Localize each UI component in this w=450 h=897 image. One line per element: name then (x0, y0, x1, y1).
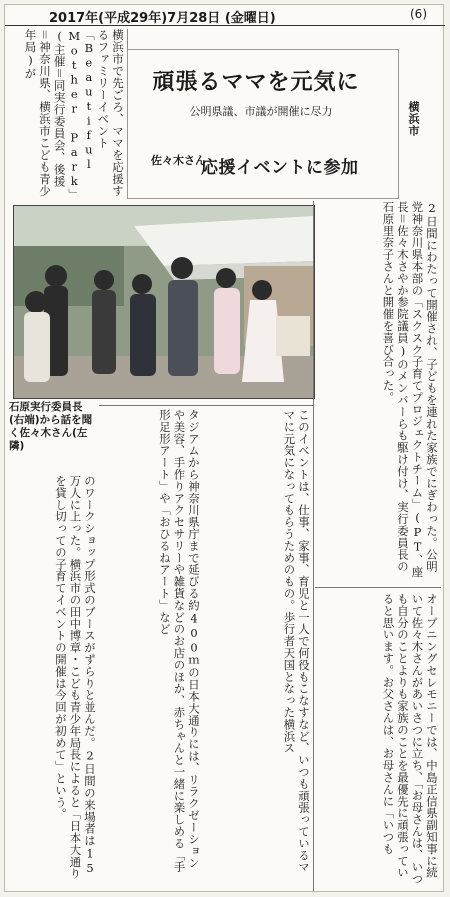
headline: 頑張るママを元気に (152, 70, 360, 95)
lead-paragraph: 横浜市で先ごろ、ママを応援するファミリーイベント「Beautiful Mother Park」(主催＝同実行委員会、後援＝神奈川県、横浜市こども青少年局)が (7, 29, 128, 199)
column-rule (315, 587, 441, 588)
subheadline: 公明県議、市議が開催に尽力 (189, 105, 333, 118)
column-rule (99, 405, 313, 406)
page-number: (6) (410, 7, 427, 21)
column-rule (313, 201, 314, 891)
body-column-1: 2日間にわたって開催され、子どもを連れた家族でにぎわった。公明党神奈川県本部の「スクスク子育てプロジェクトチーム」(PT、座長＝佐々木さやか参院議員)のメンバーらも駆け付け、実行委員長の石原里奈子さんと開催を喜び合った。 (381, 201, 439, 578)
page-header (5, 5, 445, 26)
event-photo-illustration (14, 206, 314, 398)
photo-caption: 石原実行委員長(右端)から話を聞く佐々木さん(左隣) (9, 401, 93, 452)
person-name: 佐々木さん (151, 154, 206, 167)
newspaper-page (4, 4, 444, 892)
body-column-4: のワークショップ形式のブースがずらりと並んだ。2日間の来場者は15万人に上った。横浜市の田中博章・こども青少年局長によると「日本大通りを貸し切っての子育てイベントの開催は今回が初めて」という。 (54, 475, 97, 880)
issue-date: 2017年(平成29年)7月28日 (金曜日) (49, 11, 276, 26)
event-photo (13, 205, 315, 399)
body-column-2: このイベントは、仕事、家事、育児と一人で何役もこなすなど、いつも頑張っているママに元気になってもらうためのもの。歩行者天国となった横浜ス (282, 409, 311, 874)
body-column-3: タジアムから神奈川県庁まで延びる約400ｍの日本大通りには、リラクゼーションや美容、手作りアクセサリーや雑貨などのお店のほか、赤ちゃんと一緒に楽しめる「手形足形アート」や「おひるねアート」など (158, 409, 201, 874)
secondary-headline: 応援イベントに参加 (201, 158, 359, 178)
body-column-5: オープニングセレモニーでは、中島正信県副知事に続いて佐々木さんがあいさつに立ち、「お母さんは、いつも自分のことよりも家族のことを最優先に頑張っていると思います。お父さんは、お母さんに「いつも (381, 593, 439, 885)
dateline-place: 横浜市 (407, 101, 420, 137)
